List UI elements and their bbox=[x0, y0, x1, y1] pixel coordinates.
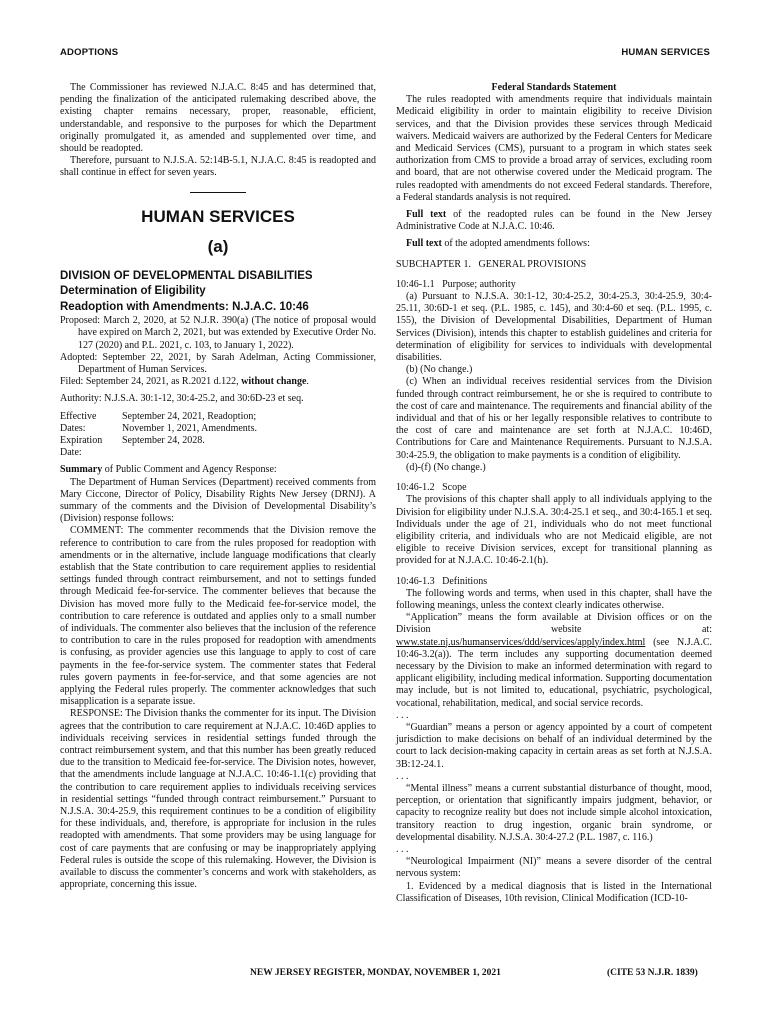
paragraph: The Commissioner has reviewed N.J.A.C. 8:45 and has determined that, pending the finalization of the anticipated rulemaking described above, the existing chapter remains necessary, proper, reasonable, efficient, understandable, and responsive to the purposes for which the Department originally promulgated it, as amended and supplemented over time, and should be readopted. bbox=[60, 82, 376, 155]
footer-register: NEW JERSEY REGISTER, MONDAY, NOVEMBER 1, 2021 bbox=[250, 968, 501, 978]
full-text-rest: of the readopted rules can be found in the New Jersey Administrative Code at N.J.A.C. 10:46. bbox=[396, 209, 713, 233]
website-link[interactable]: www.state.nj.us/humanservices/ddd/services/apply/index.html bbox=[396, 636, 646, 648]
ellipsis: . . . bbox=[396, 709, 409, 721]
full-text-bold: Full text bbox=[406, 209, 447, 221]
full-text-readopted bbox=[396, 209, 712, 233]
paragraph: 1. Evidenced by a medical diagnosis that is listed in the International Classification of Diseases, 10th revision, Clinical Modification (ICD-10- bbox=[396, 880, 712, 904]
item-letter: (a) bbox=[207, 236, 229, 256]
paragraph: (b) (No change.) bbox=[406, 364, 473, 376]
expiration-date bbox=[60, 435, 376, 459]
authority-line: Authority: N.J.S.A. 30:1-12, 30:4-25.2, and 30:6D-23 et seq. bbox=[60, 393, 304, 405]
full-text-amendments bbox=[396, 238, 712, 250]
summary-rest: of Public Comment and Agency Response: bbox=[102, 464, 277, 476]
section-divider bbox=[190, 192, 246, 193]
running-header-left: ADOPTIONS bbox=[60, 47, 119, 58]
definition-guardian: “Guardian” means a person or agency appointed by a court of competent jurisdiction to make decisions on behalf of an individual determined by the court to lack decision-making capacity in certain areas as set forth at N.J.S.A. 3B:12-24.1. bbox=[396, 721, 712, 770]
paragraph: (a) Pursuant to N.J.S.A. 30:1-12, 30:4-25.2, 30:4-25.3, 30:4-25.9, 30:4-25.11, 30:6D-1 et seq. (P.L. 1985, c. 145), and 30:4-60 et seq. (P.L. 1995, c. 155), the Division of Developmental Disabilities, Department of Human Services (Division), intends this chapter to establish guidelines and criteria for determination of eligibility for services to individuals with developmental disabilities. bbox=[396, 291, 712, 364]
filed-text: Filed: September 24, 2021, as R.2021 d.122, bbox=[60, 376, 242, 388]
definition-neurological-impairment: “Neurological Impairment (NI)” means a severe disorder of the central nervous system: bbox=[396, 856, 712, 880]
comment-paragraph: COMMENT: The commenter recommends that the Division remove the reference to contribution to care from the rules proposed for readoption with amendments or in the alternative, include language modifications that clearly establish that the State contribution to care requirement applies to residential settings funded through contract reimbursement, and not to settings funded through Medicaid fee-for-service. The commenter believes that because the Division has moved more fully to the Medicaid fee-for-service model, the contribution to care reference is outdated and applies only to a small number of individuals. The commenter also believes that the inclusion of the reference to contribution to care in the rules proposed for readoption with amendments is confusing, as provider agencies use this language to apply to cost of care payments in the fee-for-service system. The commenter states that Federal rules govern payments in fee-for-service, and that some agencies are not applying the Federal rules properly. The commenter acknowledges that such misapplication is a separate issue. bbox=[60, 525, 376, 708]
section-heading: 10:46-1.1 Purpose; authority bbox=[396, 278, 516, 290]
paragraph: The rules readopted with amendments require that individuals maintain Medicaid eligibility in order to maintain eligibility to receive Division services, and that the Division provides these services through Medicaid waivers. Medicaid waivers are authorized by the Federal Centers for Medicare and Medicaid Services (CMS), pursuant to a program in which states seek authorization from CMS to provide a broad array of services, excluding room and board, that are not otherwise covered under the Medicaid program. The rules readopted with amendments do not exceed Federal standards. Therefore, a Federal standards analysis is not required. bbox=[396, 94, 712, 203]
paragraph: The following words and terms, when used in this chapter, shall have the following meanings, unless the context clearly indicates otherwise. bbox=[396, 587, 712, 611]
division-heading: DIVISION OF DEVELOPMENTAL DISABILITIES bbox=[60, 269, 313, 282]
expiration-value: September 24, 2028. bbox=[122, 434, 205, 446]
ellipsis: . . . bbox=[396, 843, 409, 855]
left-column bbox=[60, 82, 376, 891]
full-text-bold: Full text bbox=[406, 238, 442, 250]
response-paragraph: RESPONSE: The Division thanks the commenter for its input. The Division agrees that the contribution to care requirement at N.J.A.C. 10:46D applies to individuals receiving services in residential settings funded through the contract reimbursement system, and that this number has been greatly reduced due to the transition to Medicaid fee-for-service. The Division notes, however, that the amendments include language at N.J.A.C. 10:46-1.1(c) providing that the contribution to care requirement applies to individuals receiving services in residential settings “funded through contract reimbursement.” Pursuant to N.J.S.A. 30:4-25.9, this requirement continues to be a condition of eligibility for these individuals, and, therefore, is appropriate for inclusion in the rules readopted with amendments. That some providers may be using language for cost of care payments that are confusing or may be inappropriately applying Federal rules is outside the scope of this rulemaking. However, the Division is available to discuss the commenter’s concerns and work with stakeholders, as appropriate, concerning this issue. bbox=[60, 708, 376, 891]
ellipsis: . . . bbox=[396, 770, 409, 782]
paragraph: The Department of Human Services (Department) received comments from Mary Ciccone, Director of Policy, Disability Rights New Jersey (DRNJ). A summary of the comments and the Division of Developmental Disability’s (Division) response follows: bbox=[60, 476, 376, 525]
summary-bold: Summary bbox=[60, 464, 103, 476]
paragraph: (c) When an individual receives residential services from the Division funded through contract reimbursement, he or she is required to contribute to the cost of care and maintenance. The requirements and financial ability of the individual and that of his or her legally responsible relatives to contribute to the cost of care and maintenance are set forth at N.J.A.C. 10:46D, Contributions for Care and Maintenance Requirements. Pursuant to N.J.S.A. 30:4-25.9, the obligation to make payments is a condition of eligibility. bbox=[396, 376, 712, 461]
proposed-line: Proposed: March 2, 2020, at 52 N.J.R. 390(a) (The notice of proposal would have expired on March 2, 2021, but was extended by Executive Order No. 127 (2020) and P.L. 2021, c. 103, to January 1, 2022). bbox=[60, 315, 376, 351]
readoption-heading: Readoption with Amendments: N.J.A.C. 10:46 bbox=[60, 300, 309, 313]
running-header-right: HUMAN SERVICES bbox=[621, 47, 710, 58]
right-column bbox=[396, 82, 712, 905]
definition-application bbox=[396, 612, 712, 710]
section-heading: 10:46-1.2 Scope bbox=[396, 482, 467, 494]
definition-mental-illness: “Mental illness” means a current substantial disturbance of thought, mood, perception, or orientation that significantly impairs judgment, behavior, or capacity to recognize reality but does not include simple alcohol intoxication, transitory reaction to drug ingestion, organic brain syndrome, or developmental disability. N.J.S.A. 30:4-27.2 (P.L. 1987, c. 116.) bbox=[396, 782, 712, 843]
paragraph: The provisions of this chapter shall apply to all individuals applying to the Division for eligibility under N.J.S.A. 30:4-25.1 et seq., and 30:4-165.1 et seq. Individuals under the age of 21, individuals who do not meet functional eligibility criteria, and individuals who are not Medicaid eligible, are not eligible to receive Division services, except for transitional planning as provided for at N.J.A.C. 10:46-2.1(h). bbox=[396, 494, 712, 567]
agency-title: HUMAN SERVICES bbox=[141, 206, 295, 226]
subject-heading: Determination of Eligibility bbox=[60, 285, 206, 298]
def-text: “Application” means the form available at Division offices or on the Division website at: bbox=[396, 612, 712, 636]
filed-end: . bbox=[306, 376, 309, 388]
paragraph: Therefore, pursuant to N.J.S.A. 52:14B-5.1, N.J.A.C. 8:45 is readopted and shall continue in effect for seven years. bbox=[60, 155, 376, 179]
federal-standards-heading: Federal Standards Statement bbox=[491, 82, 617, 93]
paragraph: (d)-(f) (No change.) bbox=[406, 461, 486, 473]
adopted-line: Adopted: September 22, 2021, by Sarah Adelman, Acting Commissioner, Department of Human Services. bbox=[60, 351, 376, 375]
filed-emphasis: without change bbox=[241, 376, 307, 388]
full-text-rest: of the adopted amendments follows: bbox=[441, 238, 590, 250]
subchapter-heading: SUBCHAPTER 1. GENERAL PROVISIONS bbox=[396, 258, 587, 270]
filed-line bbox=[60, 376, 376, 388]
def-text: (see N.J.A.C. 10:46-3.2(a)). The term includes any supporting documentation deemed necessary by the Division to make an informed determination with regard to applicant eligibility, including medical information. Supporting documentation may include, but is not limited to, educational, psychiatric, psychological, vocational, rehabilitation, medical, and social service records. bbox=[396, 636, 712, 709]
effective-label: Effective Dates: bbox=[60, 410, 97, 434]
summary-heading bbox=[60, 464, 376, 476]
footer-cite: (CITE 53 N.J.R. 1839) bbox=[607, 968, 698, 978]
section-heading: 10:46-1.3 Definitions bbox=[396, 575, 488, 587]
effective-date-2: November 1, 2021, Amendments. bbox=[122, 422, 257, 434]
effective-dates bbox=[60, 411, 376, 435]
expiration-label: Expiration Date: bbox=[60, 434, 103, 459]
effective-date-1: September 24, 2021, Readoption; bbox=[122, 410, 257, 422]
